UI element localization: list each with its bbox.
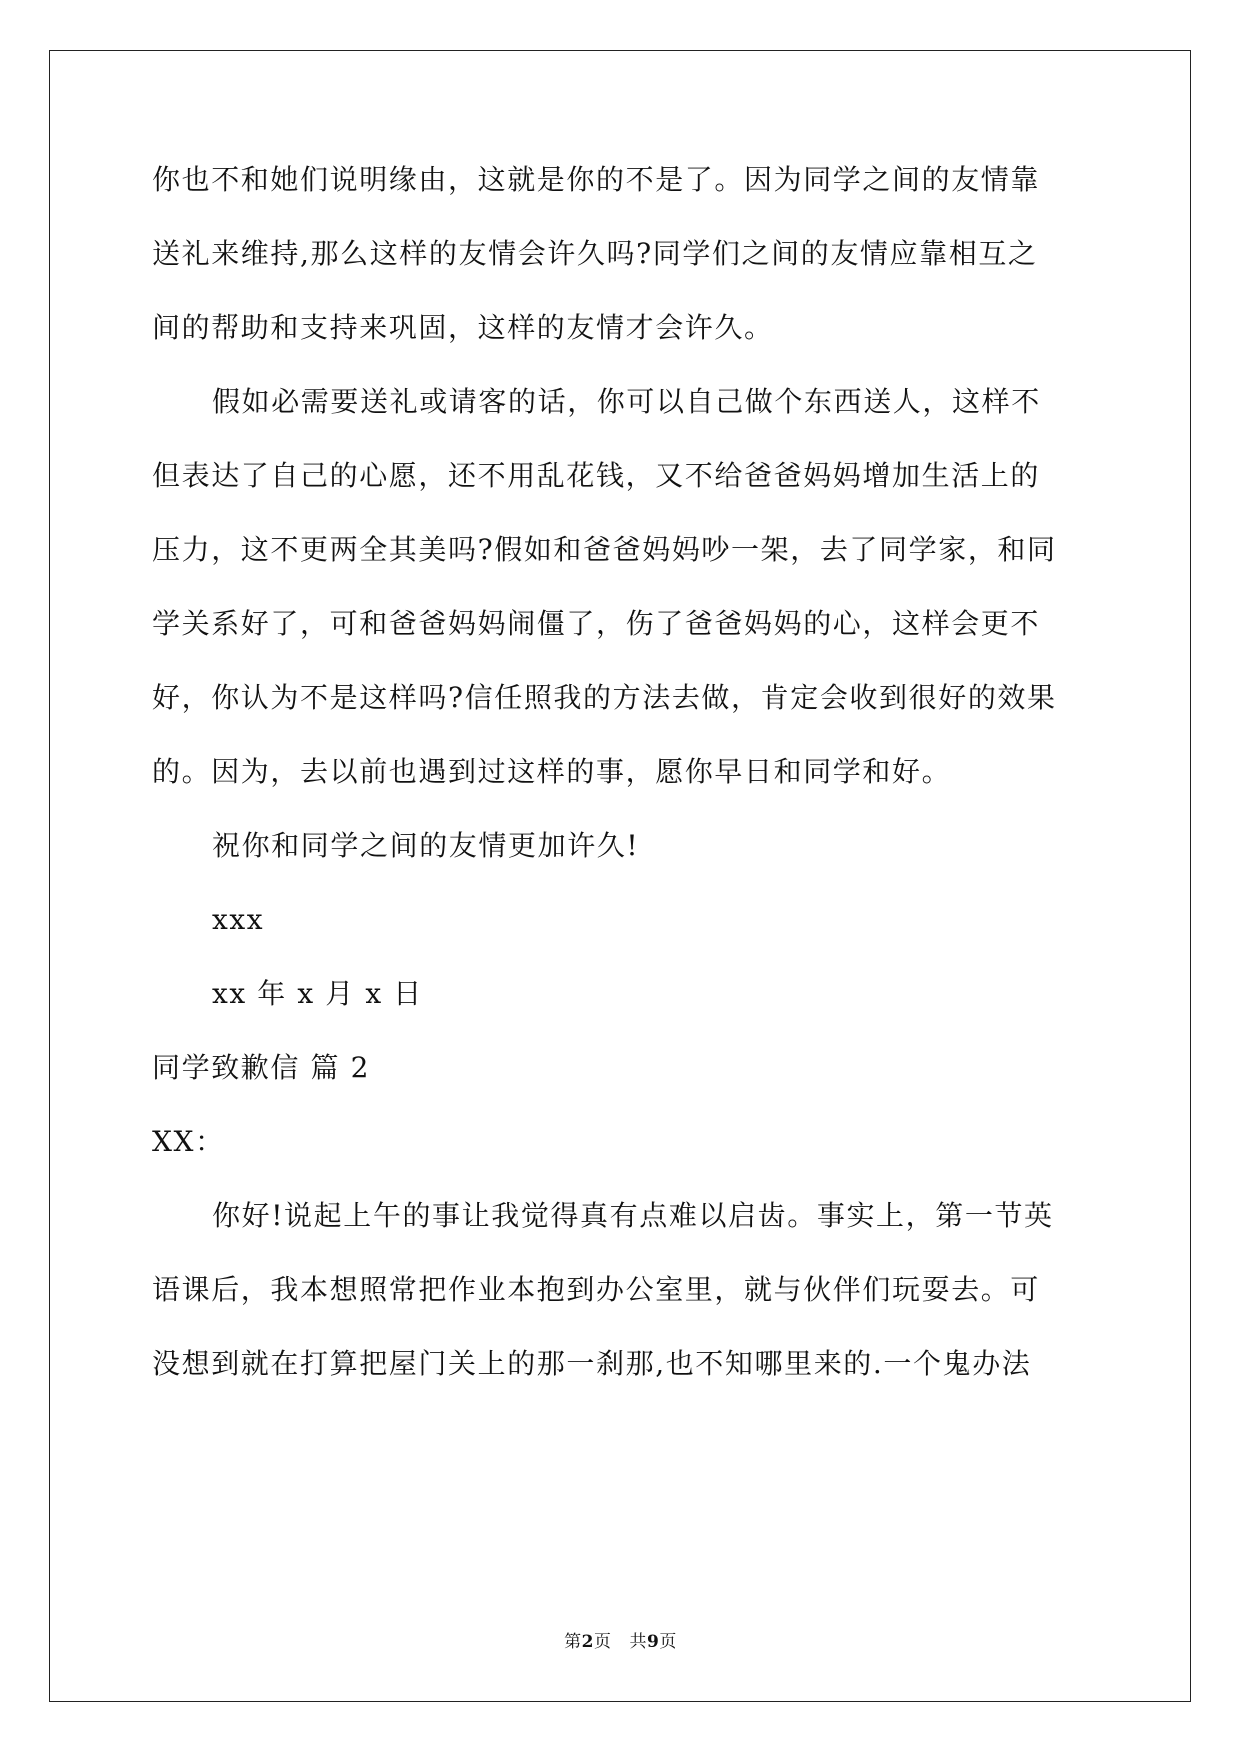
text-line: 语课后，我本想照常把作业本抱到办公室里，就与伙伴们玩耍去。可 [152,1273,1041,1306]
text-line: 没想到就在打算把屋门关上的那一刹那,也不知哪里来的.一个鬼办法 [152,1347,1032,1380]
paragraph-first-line: 假如必需要送礼或请客的话，你可以自己做个东西送人，这样不 [212,385,1041,418]
closing-wish: 祝你和同学之间的友情更加许久! [212,829,640,862]
text-line: 送礼来维持,那么这样的友情会许久吗?同学们之间的友情应靠相互之 [152,237,1038,270]
paragraph-first-line: 你好!说起上午的事让我觉得真有点难以启齿。事实上，第一节英 [212,1199,1054,1232]
text-line: 好，你认为不是这样吗?信任照我的方法去做，肯定会收到很好的效果 [152,681,1057,714]
total-prefix: 共 [629,1632,647,1652]
date-line: xx 年 x 月 x 日 [212,977,423,1010]
page-footer [0,1630,1241,1654]
text-line: 但表达了自己的心愿，还不用乱花钱，又不给爸爸妈妈增加生活上的 [152,459,1041,492]
text-line: 压力，这不更两全其美吗?假如和爸爸妈妈吵一架，去了同学家，和同 [152,533,1057,566]
text-line: 间的帮助和支持来巩固，这样的友情才会许久。 [152,311,774,344]
total-suffix: 页 [659,1632,677,1652]
text-line: 你也不和她们说明缘由，这就是你的不是了。因为同学之间的友情靠 [152,163,1041,196]
page-current: 2 [581,1632,594,1652]
text-line: 的。因为，去以前也遇到过这样的事，愿你早日和同学和好。 [152,755,952,788]
text-line: 学关系好了，可和爸爸妈妈闹僵了，伤了爸爸妈妈的心，这样会更不 [152,607,1041,640]
salutation: XX： [152,1125,225,1158]
page-mid: 页 [594,1632,612,1652]
page-total: 9 [647,1632,660,1652]
page-border [49,50,1191,1702]
signature: xxx [212,903,265,936]
page-prefix: 第 [564,1632,582,1652]
section-heading: 同学致歉信 篇 2 [152,1051,371,1084]
